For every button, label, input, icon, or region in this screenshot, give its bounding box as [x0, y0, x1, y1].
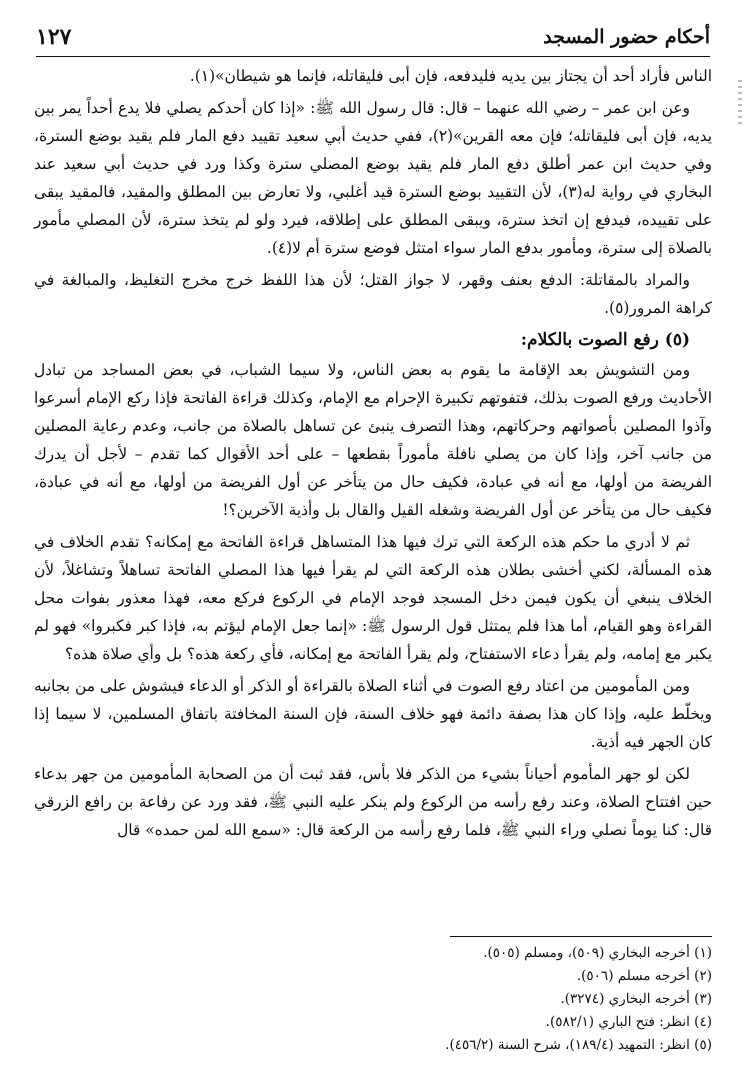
paragraph-3: والمراد بالمقاتلة: الدفع بعنف وقهر، لا جواز القتل؛ لأن هذا اللفظ خرج مخرج التغليظ، والمبالغة في كراهة المرور(٥). [34, 271, 712, 317]
running-header [36, 24, 710, 57]
paragraph-2: وعن ابن عمر – رضي الله عنهما – قال: قال رسول الله ﷺ: «إذا كان أحدكم يصلي فلا يدع أحداً يمر بين يديه، فإن أبى فليقاتله؛ فإن معه القرين»(٢)، ففي حديث أبي سعيد تقييد دفع المار فلم يقيد بوضع السترة، وفي حديث ابن عمر أطلق دفع المار فلم يقيد بوضع المصلي سترة وكذا ورد في حديث أبي سعيد عند البخاري في رواية له(٣)، لأن التقييد بوضع السترة قيد أغلبي، ولا تعارض بين المطلق والمقيد، فالمقيد يبقى على تقييده، فيدفع إن اتخذ سترة، ويبقى المطلق على إطلاقه، فيرد ولو لم يتخذ سترة، لأن المصلي مأمور بالصلاة إلى سترة، ومأمور بدفع المار سواء امتثل فوضع سترة أم لا(٤). [34, 99, 713, 257]
footnote-2: (٢) أخرجه مسلم (٥٠٦). [576, 968, 712, 984]
paragraph-6: ومن المأمومين من اعتاد رفع الصوت في أثناء الصلاة بالقراءة أو الذكر أو الدعاء فيشوش على من بجانبه ويخلّط عليه، وإذا كان هذا بصفة دائمة فهو خلاف السنة، فإن السنة المخافتة باتفاق المسلمين، لا سيما إذا كان الجهر فيه أذية. [34, 677, 712, 751]
footnotes [34, 942, 712, 1057]
header-title: أحكام حضور المسجد [543, 26, 710, 48]
footnote-4: (٤) انظر: فتح الباري (٥٨٢/١). [545, 1014, 712, 1030]
footnote-3: (٣) أخرجه البخاري (٣٢٧٤). [560, 991, 712, 1007]
paragraph-4: ومن التشويش بعد الإقامة ما يقوم به بعض الناس، ولا سيما الشباب، في بعض المساجد من تبادل الأحاديث ورفع الصوت بذلك، فتفوتهم تكبيرة الإحرام مع الإمام، وكذلك قراءة الفاتحة فإذا ركع الإمام أسرعوا وآذوا المصلين بأصواتهم وحركاتهم، وهذا التصرف ينبئ عن تساهل بالصلاة من جانب، وعدم رعاية المصلين من جانب آخر، وإذا كان من يصلي نافلة مأموراً بقطعها – على أحد الأقوال كما تقدم – لأجل أن يدرك الفريضة من أولها، مع أنه في عبادة، فكيف حال من يتأخر عن أول الفريضة من أولها، مع أنه في عبادة، فكيف حال من يتأخر عن أول الفريضة وشغله القيل والقال بل وأذية الآخرين؟! [34, 361, 712, 519]
footnote-1: (١) أخرجه البخاري (٥٠٩)، ومسلم (٥٠٥). [483, 945, 712, 961]
footnote-5: (٥) انظر: التمهيد (١٨٩/٤)، شرح السنة (٤٥٦/٢). [445, 1037, 712, 1053]
paragraph-5: ثم لا أدري ما حكم هذه الركعة التي ترك فيها هذا المتساهل قراءة الفاتحة مع إمكانه؟ تقدم الخلاف في هذه المسألة، لكني أخشى بطلان هذه الركعة التي لم يقرأ فيها هذا المصلي الفاتحة تساهلاً وتشاغلاً، لأن الخلاف ينبغي أن يكون فيمن دخل المسجد فوجد الإمام في الركوع فركع معه، فهذا معذور بفوات محل القراءة وهو القيام، أما هذا فلم يمتثل قول الرسول ﷺ: «إنما جعل الإمام ليؤتم به، فإذا كبر فكبروا» فهو لم يكبر مع إمامه، ولم يقرأ دعاء الاستفتاح، ولم يقرأ الفاتحة مع إمكانه، فأي ركعة هذه؟ بل وأي صلاة هذه؟ [34, 533, 712, 663]
main-text [34, 62, 712, 848]
paragraph-7: لكن لو جهر المأموم أحياناً بشيء من الذكر فلا بأس، فقد ثبت أن من الصحابة المأمومين من جهر بدعاء حين افتتاح الصلاة، وعند رفع رأسه من الركوع ولم ينكر عليه النبي ﷺ، فقد ورد عن رفاعة بن رافع الزرقي قال: كنا يوماً نصلي وراء النبي ﷺ، فلما رفع رأسه من الركعة قال: «سمع الله لمن حمده» قال [34, 765, 712, 839]
scan-edge-mark [738, 80, 742, 126]
paragraph-1: الناس فأراد أحد أن يجتاز بين يديه فليدفعه، فإن أبى فليقاتله، فإنما هو شيطان»(١). [189, 67, 712, 85]
footnote-divider [450, 936, 712, 937]
page-number: ١٢٧ [36, 24, 72, 50]
section-heading: (٥) رفع الصوت بالكلام: [520, 330, 690, 350]
